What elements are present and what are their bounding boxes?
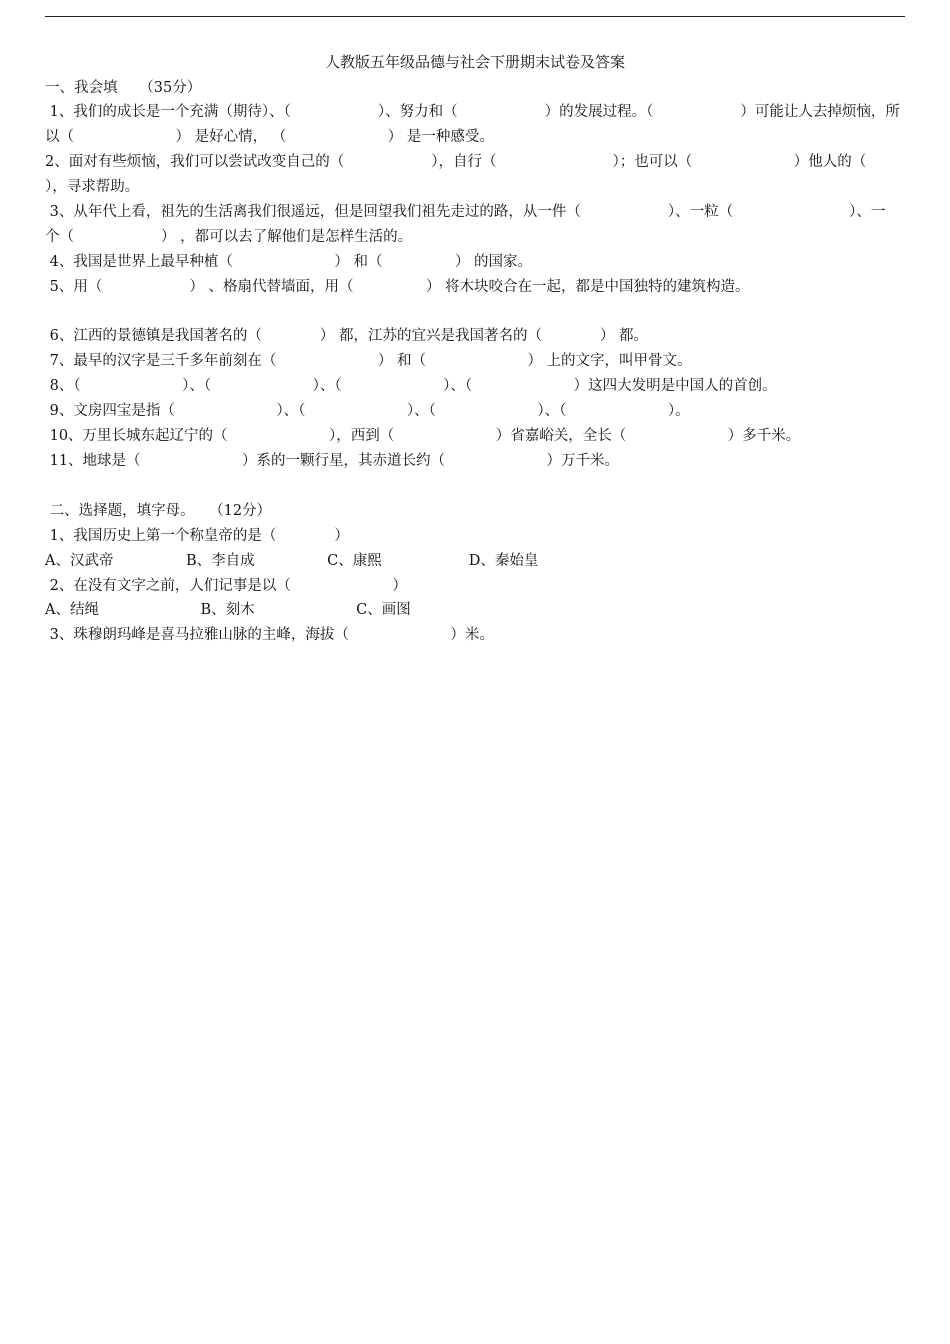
question-line: 个（ ） ，都可以去了解他们是怎样生活的。 [45,229,413,245]
top-rule [45,16,905,17]
answer-options: A、结绳 B、刻木 C、画图 [45,602,411,618]
question-line: 6、江西的景德镇是我国著名的（ ） 都，江苏的宜兴是我国著名的（ ） 都。 [45,328,649,344]
question-line: 2、在没有文字之前，人们记事是以（ ） [45,578,407,594]
question-line: 以（ ） 是好心情， （ ） 是一种感受。 [45,129,494,145]
question-line: 3、珠穆朗玛峰是喜马拉雅山脉的主峰，海拔（ ）米。 [45,627,494,643]
question-line: 11、地球是（ ）系的一颗行星，其赤道长约（ ）万千米。 [45,453,620,469]
question-line: 5、用（ ） 、格扇代替墙面，用（ ） 将木块咬合在一起，都是中国独特的建筑构造。 [45,279,750,295]
question-line: 1、我们的成长是一个充满（期待）、（ ）、努力和（ ）的发展过程。（ ）可能让人去掉烦恼，所 [45,104,900,120]
question-line: ），寻求帮助。 [45,179,140,195]
question-line: 7、最早的汉字是三千多年前刻在（ ） 和（ ） 上的文字，叫甲骨文。 [45,353,692,369]
section1-heading: 一、我会填 （35分） [45,80,202,96]
answer-options: A、汉武帝 B、李自成 C、康熙 D、秦始皇 [45,553,539,569]
document-title: 人教版五年级品德与社会下册期末试卷及答案 [324,53,625,71]
question-line: 1、我国历史上第一个称皇帝的是（ ） [45,528,349,544]
question-line: 9、文房四宝是指（ ）、（ ）、（ ）、（ ）。 [45,403,690,419]
question-line: 3、从年代上看，祖先的生活离我们很遥远，但是回望我们祖先走过的路，从一件（ ）、一粒（ ）、一 [45,204,886,220]
question-line: 8、（ ）、（ ）、（ ）、（ ）这四大发明是中国人的首创。 [45,378,777,394]
section2-heading: 二、选择题，填字母。 （12分） [45,503,272,519]
question-line: 10、万里长城东起辽宁的（ ），西到（ ）省嘉峪关，全长（ ）多千米。 [45,428,801,444]
question-line: 4、我国是世界上最早种植（ ） 和（ ） 的国家。 [45,254,533,270]
question-line: 2、面对有些烦恼，我们可以尝试改变自己的（ ），自行（ ）；也可以（ ）他人的（ [45,154,867,170]
